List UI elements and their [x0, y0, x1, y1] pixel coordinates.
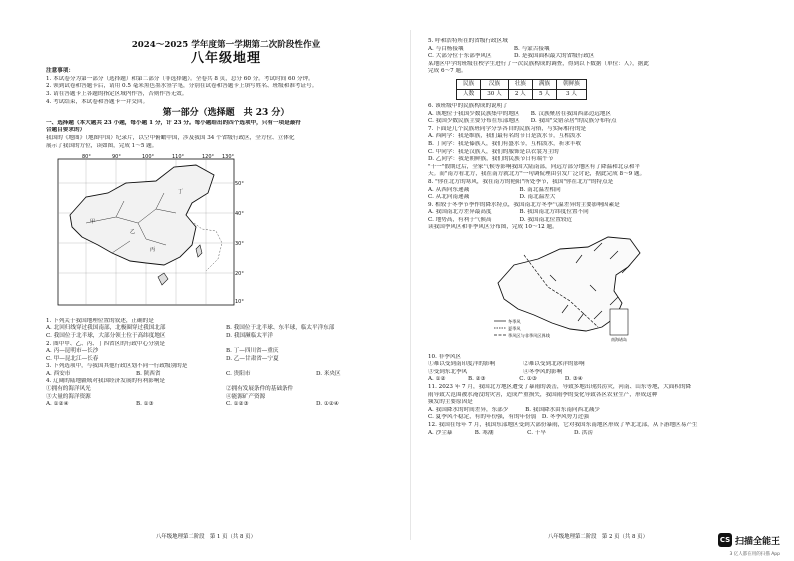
survey-intro-2: 完成 6～7 题。: [428, 68, 467, 75]
table-cell: 2 人: [508, 89, 532, 99]
mid-line-12: A. 从西向东递减 B. 南北温差相同: [428, 186, 561, 193]
bot-line-1: 10. 非季风区: [428, 353, 462, 360]
mid-line-3: C. 我国少数民族主要分布在东部地区 D. 我国"交错杂居"的民族分布特点: [428, 118, 617, 125]
bot-line-8: A. 我国降水的时间差异，东部少 B. 我国降水由东南向西北减少: [428, 406, 600, 413]
china-map: [46, 153, 406, 315]
mid-line-16: C. 地势高，有利于气候高 D. 我国南北位置较近: [428, 216, 573, 223]
mid-line-11: 8. "你在北方的寒风，我在南方的艳阳"所处季节，我国"你在北方"的特点是: [428, 178, 614, 185]
lat-label-40: 40°: [235, 211, 244, 218]
question-4-options: [46, 401, 406, 409]
bot-line-4: A. ①② B. ②③ C. ①③ D. ③④: [428, 376, 583, 383]
option-a: A. 西安市: [46, 370, 71, 377]
lat-label-30: 30°: [235, 241, 244, 248]
option-c: C. 贵阳市: [226, 370, 251, 377]
table-cell: 5 人: [532, 89, 556, 99]
mid-line-1: 6. 该班级中的民族构成的说明了: [428, 102, 508, 109]
option-a: A. 北回归线穿过我国南部，北极圈穿过我国北部: [46, 325, 166, 332]
note-2: 2. 领到试卷和答题卡后，请用 0.5 毫米黑色墨水签字笔，分别在试卷和答题卡上填写姓名、班级和准考证号。: [46, 83, 318, 90]
q5-line-1: 5. 呼和浩特所在的省级行政区域: [428, 38, 508, 44]
page-footer-right: 八年级地理第二阶段 第 2 页（共 8 页）: [548, 534, 648, 540]
question-2: 2. 图中甲、乙、丙、丁四省区的行政中心分别是: [46, 340, 165, 347]
mid-line-6: B. 丁同学：我是傣族人，我们有盛水节，互相泼水，祈求丰收: [428, 140, 582, 147]
option-a: A. ①②④: [46, 401, 69, 408]
table-cell: 3 人: [557, 89, 587, 99]
page-footer-left: 八年级地理第二阶段 第 1 页（共 8 页）: [156, 534, 256, 540]
table-header-cell: 汉族: [481, 79, 509, 89]
q5-line-3: C. 大部分位于东部季风区 D. 是我国面积最大的省级行政区: [428, 53, 595, 60]
option-a: A. 丙—昆明市—长沙: [46, 348, 99, 355]
table-header-cell: 朝鲜族: [557, 79, 587, 89]
option-d: D. ①②④: [316, 401, 339, 408]
question-3-options: [46, 371, 406, 379]
item-3: ③大量的海洋资源: [46, 393, 91, 400]
note-4: 4. 考试结束，本试卷和答题卡一并交回。: [46, 98, 149, 105]
scanner-tagline: 3 亿人都在用的扫描 App: [729, 552, 780, 557]
question-4-items-row1: [46, 386, 406, 394]
question-4: 4. 辽阔的陆地疆域对我国经济发展的有利影响是: [46, 378, 165, 385]
monsoon-map-figure: [490, 235, 660, 347]
section-instruction-1: 一、选择题（本大题共 23 小题，每小题 1 分，计 23 分。每小题给出的四个选项中，只有一项是最符: [46, 119, 301, 126]
question-3: 3. 下列选项中，与我国其他行政区划不同一行政级别的是: [46, 363, 188, 370]
lon-label-130: 130°: [222, 154, 235, 161]
scanner-badge: [718, 533, 780, 547]
survey-intro-1: 某地区中学的班级在校学生进行了一次民族构成的调查，得到以下数据（单位：人），据此: [428, 60, 649, 67]
lon-label-90: 90°: [112, 154, 121, 161]
exam-sheet: [8, 0, 786, 561]
scanner-brand-name: 扫描全能王: [734, 536, 780, 547]
table-row: [457, 89, 587, 99]
nansha-inset-label: 南海诸岛: [611, 337, 627, 343]
item-1: ①拥有的海洋风光: [46, 386, 91, 393]
question-1: 1. 下列关于我国地理位置的叙述，正确的是: [46, 317, 154, 324]
monsoon-map: [490, 235, 768, 351]
page-gutter: [410, 30, 411, 540]
option-b: B. 陕西省: [136, 370, 161, 377]
option-b: B. 丁—四川省—重庆: [226, 348, 279, 355]
camscanner-logo-icon: CS: [718, 533, 732, 547]
bot-line-3: ③受到东北季风 ④冬季风的影响: [428, 368, 563, 375]
mid-line-2: A. 该地位于我国少数民族集中的地区 B. 汉族聚居在我国西部边远地区: [428, 110, 612, 117]
region-label-jia: 甲: [90, 219, 96, 226]
table-cell: 人数: [457, 89, 481, 99]
option-c: C. 甲—昆北江—长春: [46, 355, 99, 362]
exam-title: 2024～2025 学年度第一学期第二次阶段性作业: [131, 40, 321, 50]
mid-line-10: 天。而"南方看北方，我在南方就北方"一句调侃理由引发广泛讨论，据此完成 8～9 题。: [428, 171, 646, 178]
option-d: D. 我国濒临太平洋: [226, 332, 273, 339]
intro-line-2: 展示了我国的方位，读如图，完成 1～5 题。: [46, 142, 158, 149]
option-b: B. ①③: [136, 401, 154, 408]
mid-line-17: 读我国季风区和非季风区分布图，完成 10～12 题。: [428, 224, 558, 231]
page-left: [46, 40, 406, 409]
section-title: 第一部分（选择题 共 23 分）: [162, 108, 290, 119]
bot-line-7: 频发的主要原因是: [428, 399, 473, 406]
mid-line-14: 9. 相较于冬季节季作的降水特点，我国南北方冬季气温差异的主要影响因素是: [428, 201, 620, 208]
mid-line-5: A. 西阿学：我是维族，我们最有名的节日是泼水节，互相泼水: [428, 133, 582, 140]
bot-line-2: ①难以受到南印度洋的影响 ②难以受到北冰洋的影响: [428, 361, 585, 368]
mid-line-15: A. 我国南北方差异最高度 B. 我国南北方纬度位置不同: [428, 209, 589, 216]
bot-line-11: A. 沙尘暴 B. 寒潮 C. 干旱 D. 洪涝: [428, 429, 593, 436]
intro-line-1: 我国的《地图》（地图中国）纪录片，以空中俯瞰中国，涉及我国 34 个省级行政区，全方位、立体化: [46, 134, 295, 141]
option-c: C. 我国位于北半球，大部分领土位于高纬度地区: [46, 332, 166, 339]
table-header-cell: 满族: [532, 79, 556, 89]
option-b: B. 我国位于北半球、东半球，临太平洋东部: [226, 325, 335, 332]
table-header-cell: 壮族: [508, 79, 532, 89]
region-label-ding: 丁: [178, 189, 184, 196]
item-2: ②拥有发展条件的基础条件: [226, 386, 294, 393]
region-label-bing: 丙: [150, 247, 156, 254]
lat-label-10: 10°: [235, 299, 244, 306]
table-header-cell: 民族: [457, 79, 481, 89]
mid-line-8: D. 乙同学：我是朝鲜族，我们的民族节日有端午节: [428, 156, 554, 163]
table-cell: 30 人: [481, 89, 509, 99]
mid-line-9: "十一"假期过后，全家气候等影响我国大陆南部，向远方部分地区有了降温和北京和平: [428, 163, 641, 170]
page-right: [428, 38, 768, 437]
mid-line-7: C. 甲同学：我是汉族人，我们的服饰是以衣裳为主的: [428, 148, 559, 155]
bot-line-6: 雨导致大范围被水淹没的灾害，造成严重损失，我国雨季的变化导致各区农业生产，形成这种: [428, 391, 658, 398]
question-1-options-row1: [46, 325, 406, 333]
option-d: D. 乙—甘肃省—宁夏: [226, 355, 279, 362]
legend-winter-monsoon: 冬季风: [508, 319, 521, 325]
bot-line-10: 12. 我国在每年 7 月，我国东部地区受到大部份暴雨，它对我国东南地区形成了华北北部，从下游地区易产生: [428, 422, 698, 428]
mid-line-13: C. 从北向南递减 D. 南北温差大: [428, 194, 556, 201]
option-c: C. ①②③: [226, 401, 249, 408]
bot-line-5: 11. 2023 年 7 月，我国北方地区遭受了暴雨的袭击，导致多地出现洪涝灾，河南、山东等地，大面积的降: [428, 384, 692, 391]
option-d: D. 米央区: [316, 370, 341, 377]
lat-label-20: 20°: [235, 271, 244, 278]
question-2-options-row2: [46, 356, 406, 364]
q5-line-2: A. 与白杨接壤 B. 与蒙古接壤: [428, 45, 550, 52]
mid-line-4: 7. 下面是几个民族班同学分享各自的民族习俗，与实际相符的是: [428, 125, 587, 132]
question-2-options-row1: [46, 348, 406, 356]
note-1: 1. 本试卷分为第一部分（选择题）和第二部分（非选择题）。全卷共 8 页，总分 60 分。考试时间 60 分钟。: [46, 75, 314, 82]
lon-label-100: 100°: [142, 154, 155, 161]
question-1-options-row2: [46, 333, 406, 341]
region-label-yi: 乙: [130, 229, 136, 236]
lon-label-80: 80°: [82, 154, 91, 161]
bot-line-9: C. 夏季风不稳定，有的年份强，有的年份弱 D. 冬季风势力过强: [428, 414, 589, 421]
lon-label-120: 120°: [202, 154, 215, 161]
ethnic-table: [456, 79, 587, 100]
legend-summer-monsoon: 夏季风: [508, 326, 521, 332]
item-4: ④能源矿产资源: [226, 393, 266, 400]
subject-title: 八年级地理: [190, 50, 261, 66]
lat-label-50: 50°: [235, 181, 244, 188]
note-3: 3. 请在答题卡上各题的指定区域内作答，否则作答无效。: [46, 90, 188, 97]
notes-title: 注意事项：: [46, 68, 74, 75]
table-row: [457, 79, 587, 89]
section-instruction-2: 合题目要求的）: [46, 127, 86, 134]
legend-boundary: 季风区与非季风区界线: [508, 333, 550, 339]
china-map-figure: [46, 153, 246, 311]
lon-label-110: 110°: [172, 154, 185, 161]
